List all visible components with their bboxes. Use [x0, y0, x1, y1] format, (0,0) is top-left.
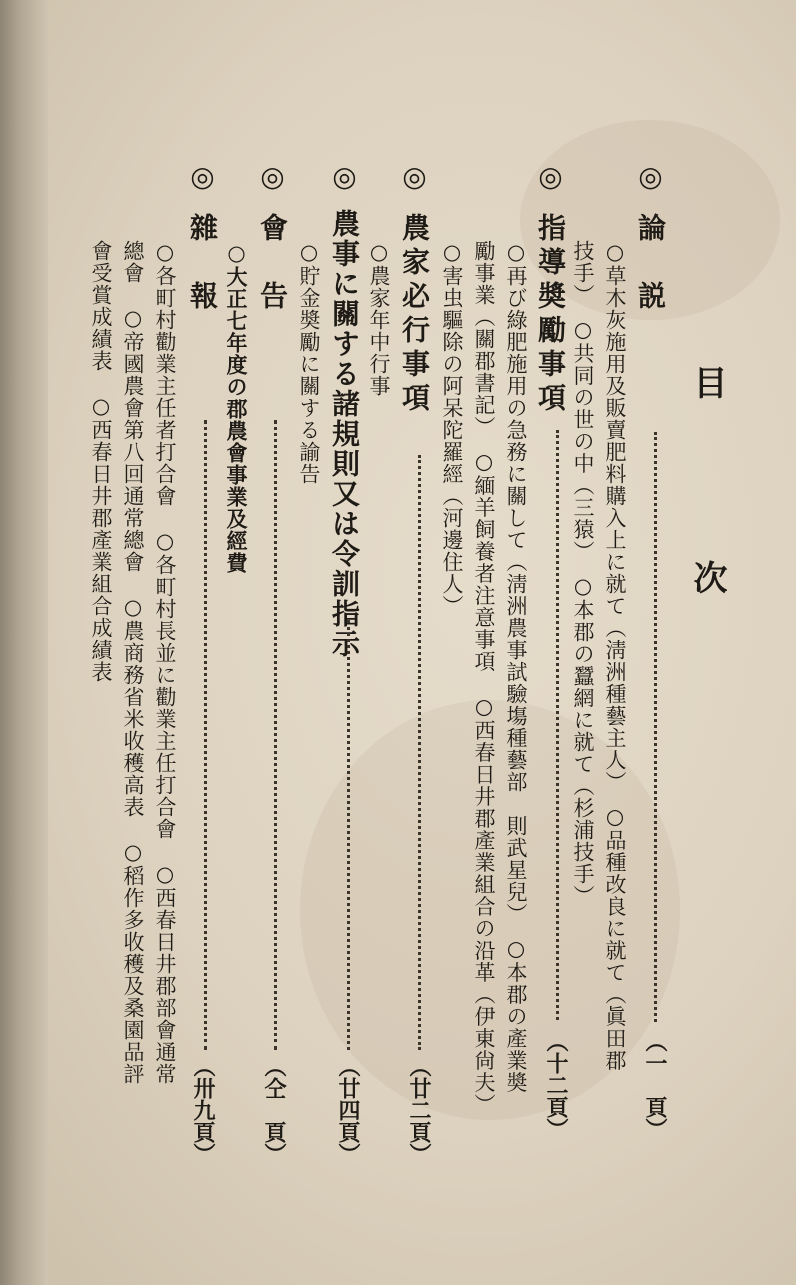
entry-line: 技手） ○共同の世の中（三猿） ○本郡の蠶網に就て（杉浦技手） — [571, 240, 595, 907]
section-heading-zappo: ◎雜 報 — [186, 160, 219, 315]
page-ref-shido: （十二頁） — [543, 1030, 569, 1140]
entry-line: ○大正七年度の郡農會事業及經費 — [224, 240, 249, 574]
entry-line: ○農家年中行事 — [367, 240, 391, 397]
double-circle-marker: ◎ — [256, 160, 289, 199]
leader-dots — [654, 432, 657, 1022]
entry-line: ○再び綠肥施用の急務に關して（淸洲農事試驗塲種藝部 則武星兒） ○本郡の產業奬 — [504, 240, 528, 1094]
page-ref-ronsetsu: （一 頁） — [642, 1030, 668, 1140]
entry-line: ○貯金奬勵に關する諭告 — [297, 240, 321, 485]
toc-title-part2: 次 — [687, 560, 727, 594]
double-circle-marker: ◎ — [534, 160, 567, 199]
entry-line: ○各町村勸業主任者打合會 ○各町村長並に勸業主任打合會 ○西春日井郡部會通常 — [153, 240, 177, 1085]
entry-line: ○害虫驅除の阿呆陀羅經（河邊住人） — [440, 240, 464, 617]
section-heading-shido: ◎指導奬勵事項 — [534, 160, 567, 417]
section-heading-noka: ◎農家必行事項 — [398, 160, 431, 417]
double-circle-marker: ◎ — [634, 160, 667, 199]
double-circle-marker: ◎ — [328, 160, 361, 195]
entry-line: 總會 ○帝國農會第八回通常總會 ○農商務省米收穫高表 ○稻作多收穫及桑園品評 — [121, 240, 145, 1085]
toc-title-part1: 目 — [687, 365, 727, 399]
double-circle-marker: ◎ — [186, 160, 219, 199]
leader-dots — [204, 420, 207, 1050]
leader-dots — [556, 430, 559, 1020]
leader-dots — [274, 420, 277, 1050]
leader-dots — [418, 455, 421, 1050]
page-ref-noka: （廿二頁） — [406, 1055, 432, 1165]
book-spine — [0, 0, 48, 1285]
section-heading-kisoku: ◎農事に關する諸規則又は令訓指示 — [328, 160, 361, 659]
leader-dots — [347, 620, 350, 1050]
section-heading-kaikoku: ◎會 告 — [256, 160, 289, 315]
entry-line: 會受賞成績表 ○西春日井郡產業組合成績表 — [89, 240, 113, 683]
page-ref-kaikoku: （仝 頁） — [261, 1055, 287, 1165]
page-ref-kisoku: （廿四頁） — [335, 1055, 361, 1165]
entry-line: 勵事業（關郡書記） ○緬羊飼養者注意事項 ○西春日井郡產業組合の沿革（伊東尙夫） — [472, 240, 496, 1116]
double-circle-marker: ◎ — [398, 160, 431, 199]
entry-line: ○草木灰施用及販賣肥料購入上に就て（淸洲種藝主人） ○品種改良に就て（眞田郡 — [603, 240, 627, 1072]
section-heading-ronsetsu: ◎論 説 — [634, 160, 667, 315]
page-ref-zappo: （卅九頁） — [190, 1055, 216, 1165]
